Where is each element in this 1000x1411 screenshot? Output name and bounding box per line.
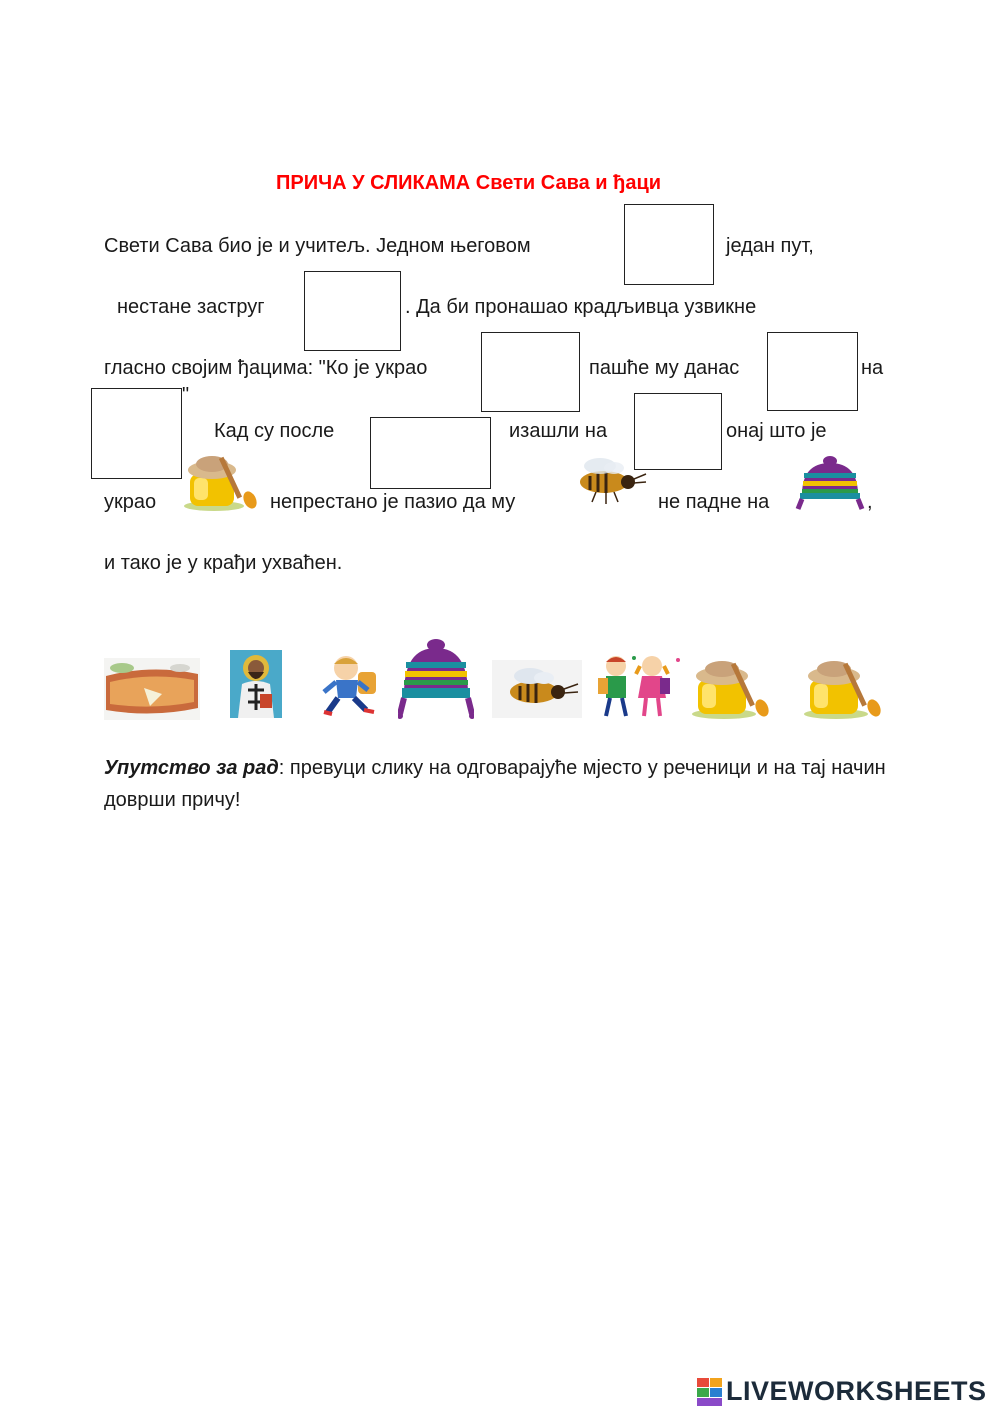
story-text-8: " [182, 384, 190, 406]
palette-honey-jar-1[interactable] [688, 654, 776, 720]
drop-zone-6[interactable] [370, 417, 491, 489]
story-text-12: украо [104, 491, 157, 513]
drop-zone-1[interactable] [624, 204, 714, 285]
drop-zone-5[interactable] [91, 388, 182, 479]
story-text-3: нестане заструг [117, 296, 265, 318]
drop-zone-2[interactable] [304, 271, 401, 351]
palette-cake-pie[interactable] [104, 658, 200, 720]
story-text-9: Кад су после [214, 420, 335, 442]
drop-zone-4[interactable] [767, 332, 858, 411]
story-text-13: непрестано је пазио да му [270, 491, 516, 513]
story-text-1: Свети Сава био је и учитељ. Једном његовом [104, 235, 531, 257]
story-text-7: на [861, 357, 884, 379]
story-text-14: не падне на [658, 491, 770, 513]
honey-jar-image [180, 448, 266, 512]
knit-hat-image [792, 455, 868, 513]
story-text-15: , [867, 491, 873, 513]
palette-saint-sava-icon[interactable] [230, 650, 282, 718]
palette-schoolboy[interactable] [318, 652, 382, 718]
palette-children[interactable] [594, 652, 684, 720]
worksheet-title: ПРИЧА У СЛИКАМА Свети Сава и ђаци [276, 172, 662, 194]
instructions [104, 752, 904, 816]
story-text-11: онај што је [726, 420, 827, 442]
palette-knit-hat[interactable] [398, 638, 474, 722]
liveworksheets-logo [697, 1376, 987, 1407]
bee-image [560, 452, 650, 508]
story-text-4: . Да би пронашао крадљивца узвикне [405, 296, 757, 318]
story-text-2: један пут, [726, 235, 814, 257]
instructions-text: : превуци слику на одговарајуће мјесто у реченици и на тај начин доврши причу! [104, 757, 886, 811]
story-text-16: и тако је у крађи ухваћен. [104, 552, 343, 574]
drop-zone-3[interactable] [481, 332, 580, 412]
instructions-label: Упутство за рад [104, 757, 279, 779]
story-text-10: изашли на [509, 420, 608, 442]
story-text-6: пашће му данас [589, 357, 740, 379]
brand-text: LIVEWORKSHEETS [726, 1376, 987, 1406]
palette-honey-jar-2[interactable] [800, 654, 888, 720]
story-text-5: гласно својим ђацима: "Ко је украо [104, 357, 428, 379]
palette-bee[interactable] [492, 660, 582, 718]
liveworksheets-logo-icon [697, 1378, 723, 1406]
